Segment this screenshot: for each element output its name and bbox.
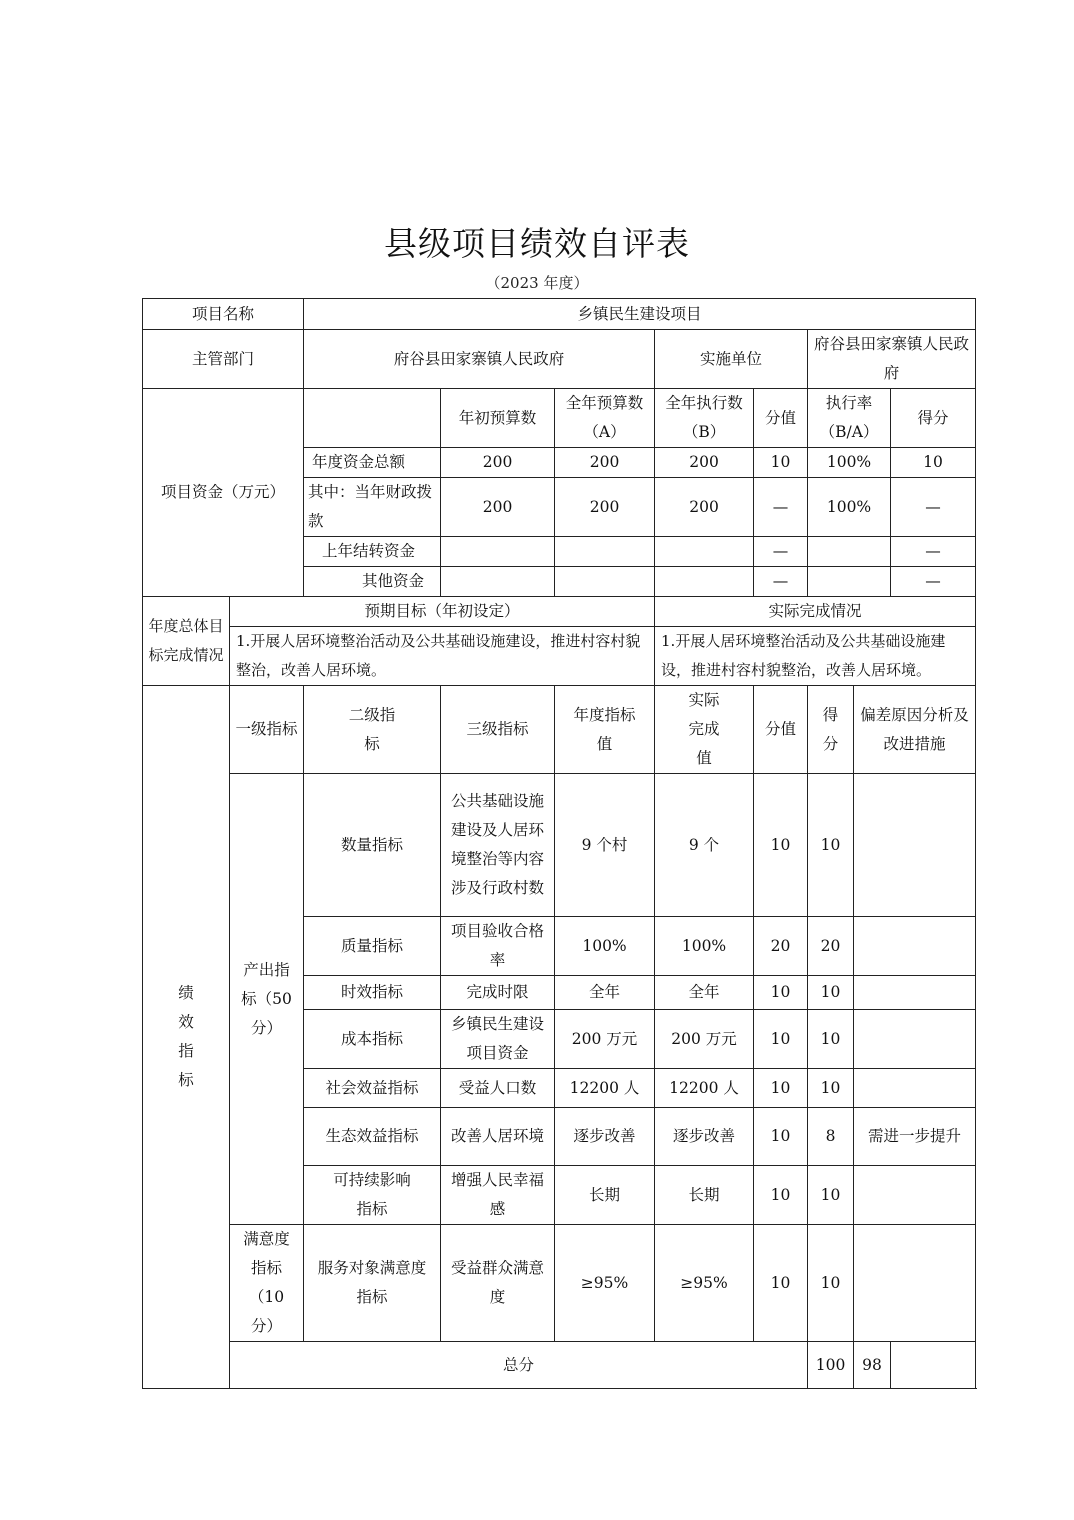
indicator-actual: ≥95% [655, 1225, 754, 1342]
funds-header-rate: 执行率（B/A） [808, 389, 891, 448]
funds-row-executed [655, 537, 754, 567]
indicator-actual: 100% [655, 917, 754, 976]
funds-row-weight: — [754, 478, 808, 537]
funds-row-executed: 200 [655, 478, 754, 537]
indicators-header-level2: 二级指标 [304, 686, 441, 774]
indicator-actual: 12200 人 [655, 1069, 754, 1108]
impl-label: 实施单位 [655, 330, 808, 389]
total-reason [891, 1342, 976, 1389]
indicator-score: 10 [808, 1010, 854, 1069]
indicator-level3: 受益群众满意度 [441, 1225, 555, 1342]
funds-row-score: — [891, 537, 976, 567]
funds-row-score: 10 [891, 448, 976, 478]
funds-row-initial: 200 [441, 478, 555, 537]
indicator-level3: 项目验收合格率 [441, 917, 555, 976]
funds-row-initial [441, 537, 555, 567]
indicator-level2: 质量指标 [304, 917, 441, 976]
funds-header-initial: 年初预算数 [441, 389, 555, 448]
funds-row-name: 其中：当年财政拨款 [304, 478, 441, 537]
funds-row-annual [555, 537, 655, 567]
project-name-label: 项目名称 [143, 299, 304, 330]
funds-row-executed [655, 567, 754, 597]
total-score: 98 [854, 1342, 891, 1389]
indicators-header-weight: 分值 [754, 686, 808, 774]
funds-row-rate [808, 567, 891, 597]
dept-label: 主管部门 [143, 330, 304, 389]
indicator-score: 10 [808, 1166, 854, 1225]
indicator-level3: 受益人口数 [441, 1069, 555, 1108]
fiscal-year: （2023 年度） [485, 274, 589, 292]
indicator-target: 长期 [555, 1166, 655, 1225]
funds-row-annual [555, 567, 655, 597]
funds-row-name: 其他资金 [304, 567, 441, 597]
indicator-actual: 9 个 [655, 774, 754, 917]
funds-row-weight: — [754, 567, 808, 597]
indicator-reason [854, 1166, 976, 1225]
dept-value: 府谷县田家寨镇人民政府 [304, 330, 655, 389]
goals-actual: 1.开展人居环境整治活动及公共基础设施建设，推进村容村貌整治，改善人居环境。 [655, 627, 976, 686]
indicator-weight: 10 [754, 774, 808, 917]
indicator-actual: 200 万元 [655, 1010, 754, 1069]
indicator-level3: 完成时限 [441, 976, 555, 1010]
indicators-label: 绩效指标 [143, 686, 230, 1389]
indicator-weight: 20 [754, 917, 808, 976]
total-weight: 100 [808, 1342, 854, 1389]
indicator-actual: 全年 [655, 976, 754, 1010]
goals-expected-label: 预期目标（年初设定） [230, 597, 655, 627]
indicator-score: 10 [808, 976, 854, 1010]
project-name: 乡镇民生建设项目 [304, 299, 976, 330]
funds-row-annual: 200 [555, 478, 655, 537]
evaluation-table [142, 298, 976, 1389]
indicator-level2: 数量指标 [304, 774, 441, 917]
indicators-header-level3: 三级指标 [441, 686, 555, 774]
indicator-weight: 10 [754, 976, 808, 1010]
indicator-level3: 乡镇民生建设项目资金 [441, 1010, 555, 1069]
indicators-header-target: 年度指标值 [555, 686, 655, 774]
funds-label: 项目资金（万元） [143, 389, 304, 597]
funds-row-name: 年度资金总额 [304, 448, 441, 478]
funds-row-rate [808, 537, 891, 567]
indicator-target: 200 万元 [555, 1010, 655, 1069]
impl-value: 府谷县田家寨镇人民政府 [808, 330, 976, 389]
indicator-level2: 生态效益指标 [304, 1108, 441, 1166]
indicator-score: 20 [808, 917, 854, 976]
funds-row-initial: 200 [441, 448, 555, 478]
indicator-reason [854, 917, 976, 976]
indicator-level3: 增强人民幸福感 [441, 1166, 555, 1225]
indicators-header-actual: 实际完成值 [655, 686, 754, 774]
indicator-reason [854, 1225, 976, 1342]
indicators-header-score: 得分 [808, 686, 854, 774]
indicator-level3: 改善人居环境 [441, 1108, 555, 1166]
funds-row-name: 上年结转资金 [304, 537, 441, 567]
indicator-weight: 10 [754, 1010, 808, 1069]
indicator-actual: 长期 [655, 1166, 754, 1225]
satisfaction-indicators-label: 满意度指标（10分） [230, 1225, 304, 1342]
funds-row-score: — [891, 567, 976, 597]
goals-expected: 1.开展人居环境整治活动及公共基础设施建设，推进村容村貌整治，改善人居环境。 [230, 627, 655, 686]
indicator-score: 10 [808, 1069, 854, 1108]
indicator-weight: 10 [754, 1166, 808, 1225]
indicator-weight: 10 [754, 1225, 808, 1342]
indicator-level2: 成本指标 [304, 1010, 441, 1069]
page-title: 县级项目绩效自评表 [384, 224, 690, 263]
indicator-reason [854, 1069, 976, 1108]
indicator-target: 100% [555, 917, 655, 976]
indicator-reason: 需进一步提升 [854, 1108, 976, 1166]
funds-row-weight: 10 [754, 448, 808, 478]
indicator-level3: 公共基础设施建设及人居环境整治等内容涉及行政村数 [441, 774, 555, 917]
funds-header-annual: 全年预算数（A） [555, 389, 655, 448]
indicator-actual: 逐步改善 [655, 1108, 754, 1166]
indicator-weight: 10 [754, 1069, 808, 1108]
total-label: 总分 [230, 1342, 808, 1389]
indicator-weight: 10 [754, 1108, 808, 1166]
indicator-reason [854, 976, 976, 1010]
indicator-reason [854, 774, 976, 917]
funds-row-score: — [891, 478, 976, 537]
indicators-header-reason: 偏差原因分析及改进措施 [854, 686, 976, 774]
funds-row-weight: — [754, 537, 808, 567]
indicator-target: ≥95% [555, 1225, 655, 1342]
funds-header-executed: 全年执行数（B） [655, 389, 754, 448]
indicator-target: 逐步改善 [555, 1108, 655, 1166]
indicator-level2: 社会效益指标 [304, 1069, 441, 1108]
indicator-score: 8 [808, 1108, 854, 1166]
funds-row-rate: 100% [808, 478, 891, 537]
indicator-score: 10 [808, 774, 854, 917]
indicator-target: 全年 [555, 976, 655, 1010]
funds-header-score: 得分 [891, 389, 976, 448]
indicator-score: 10 [808, 1225, 854, 1342]
indicator-reason [854, 1010, 976, 1069]
funds-header-blank [304, 389, 441, 448]
indicators-header-level1: 一级指标 [230, 686, 304, 774]
funds-row-initial [441, 567, 555, 597]
indicator-level2: 时效指标 [304, 976, 441, 1010]
indicator-level2: 可持续影响指标 [304, 1166, 441, 1225]
funds-row-rate: 100% [808, 448, 891, 478]
indicator-target: 12200 人 [555, 1069, 655, 1108]
indicator-level2: 服务对象满意度指标 [304, 1225, 441, 1342]
funds-row-annual: 200 [555, 448, 655, 478]
funds-header-weight: 分值 [754, 389, 808, 448]
indicator-target: 9 个村 [555, 774, 655, 917]
goals-label: 年度总体目标完成情况 [143, 597, 230, 686]
output-indicators-label: 产出指标（50分） [230, 774, 304, 1225]
funds-row-executed: 200 [655, 448, 754, 478]
goals-actual-label: 实际完成情况 [655, 597, 976, 627]
